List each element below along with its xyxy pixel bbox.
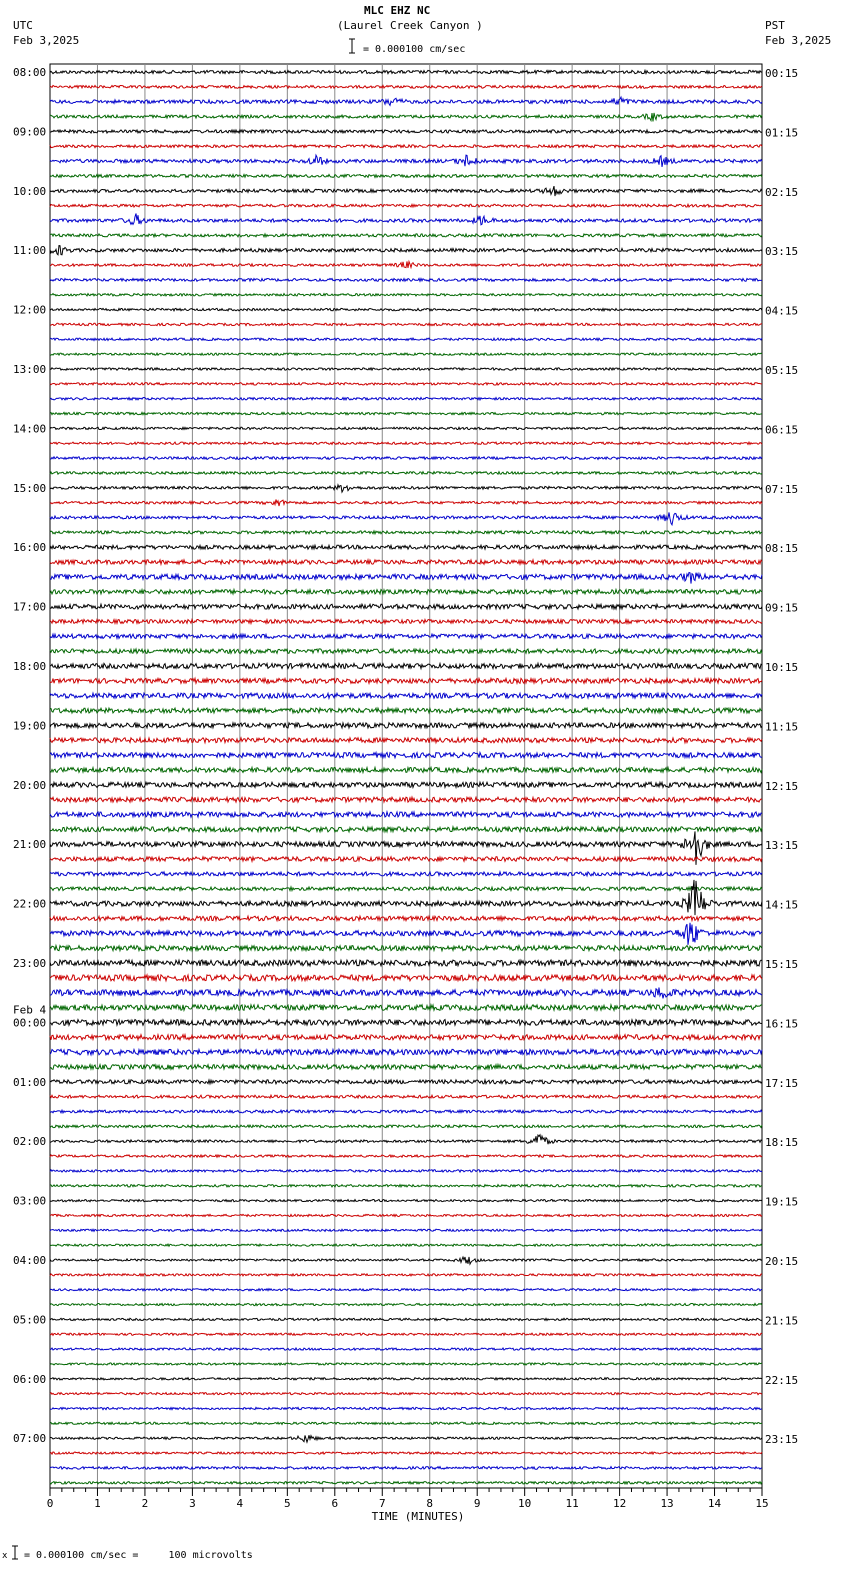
trace-line <box>50 857 762 862</box>
trace-line <box>50 308 762 310</box>
trace-line <box>50 1005 762 1011</box>
x-tick-label: 1 <box>94 1497 101 1510</box>
trace-line <box>50 1407 762 1409</box>
utc-hour-label: 18:00 <box>13 660 47 673</box>
utc-hour-label: 11:00 <box>13 244 47 258</box>
x-tick-label: 6 <box>331 1497 339 1510</box>
trace-line <box>50 1435 762 1442</box>
trace-line <box>50 1333 762 1335</box>
x-tick-label: 3 <box>189 1497 196 1510</box>
trace-line <box>50 383 762 385</box>
trace-line <box>50 214 762 225</box>
utc-hour-label: 00:00 <box>13 1016 47 1030</box>
trace-line <box>50 398 762 400</box>
x-tick-label: 0 <box>46 1497 54 1510</box>
trace-line <box>50 1095 762 1098</box>
pst-hour-label: 12:15 <box>765 779 799 793</box>
utc-hour-label: 04:00 <box>13 1254 47 1267</box>
trace-line <box>50 1274 762 1276</box>
trace-line <box>50 1125 762 1128</box>
trace-line <box>50 872 762 876</box>
trace-line <box>50 1452 762 1454</box>
utc-hour-label: 05:00 <box>13 1313 47 1327</box>
utc-hour-label: 08:00 <box>13 66 47 79</box>
trace-line <box>50 338 762 340</box>
trace-line <box>50 1393 762 1395</box>
x-tick-label: 2 <box>141 1497 149 1510</box>
trace-line <box>50 294 762 296</box>
pst-hour-label: 22:15 <box>765 1373 799 1387</box>
pst-hour-label: 11:15 <box>765 720 799 734</box>
pst-hour-label: 20:15 <box>765 1255 799 1268</box>
x-tick-label: 5 <box>284 1497 291 1510</box>
trace-line <box>50 590 762 595</box>
trace-line <box>50 738 762 743</box>
trace-line <box>50 620 762 624</box>
trace-line <box>50 708 762 713</box>
trace-line <box>50 1257 762 1264</box>
trace-line <box>50 353 762 355</box>
utc-hour-label: 15:00 <box>13 481 47 495</box>
trace-line <box>50 204 762 207</box>
utc-hour-label: 07:00 <box>13 1432 47 1446</box>
trace-line <box>50 1318 762 1320</box>
trace-line <box>50 1482 762 1484</box>
trace-line <box>50 1020 762 1026</box>
trace-line <box>50 573 762 584</box>
utc-hour-label: 20:00 <box>13 778 47 792</box>
utc-hour-label: 23:00 <box>13 957 47 970</box>
trace-line <box>50 663 762 668</box>
utc-hour-label: 06:00 <box>13 1372 47 1386</box>
x-tick-label: 15 <box>755 1497 769 1510</box>
trace-line <box>50 649 762 654</box>
trace-line <box>50 988 762 999</box>
x-tick-label: 8 <box>426 1497 434 1510</box>
scale-label: = 0.000100 cm/sec <box>363 44 466 55</box>
utc-hour-label: 22:00 <box>13 897 47 911</box>
trace-line <box>50 604 762 609</box>
x-tick-label: 10 <box>518 1497 532 1510</box>
trace-line <box>50 472 762 475</box>
utc-hour-label: 14:00 <box>13 422 47 436</box>
right-date: Feb 3,2025 <box>765 34 832 47</box>
pst-hour-label: 01:15 <box>765 126 799 140</box>
x-tick-label: 4 <box>236 1497 244 1510</box>
trace-line <box>50 531 762 534</box>
trace-line <box>50 887 762 891</box>
trace-line <box>50 1304 762 1306</box>
trace-line <box>50 827 762 832</box>
trace-line <box>50 923 762 945</box>
pst-hour-label: 05:15 <box>765 364 799 377</box>
utc-hour-label: 01:00 <box>13 1075 47 1089</box>
trace-line <box>50 130 762 133</box>
trace-line <box>50 960 762 966</box>
pst-hour-label: 23:15 <box>765 1433 799 1447</box>
trace-line <box>50 946 762 951</box>
trace-line <box>50 1422 762 1424</box>
right-timezone: PST <box>765 19 785 32</box>
trace-line <box>50 560 762 564</box>
trace-line <box>50 768 762 773</box>
pst-hour-label: 14:15 <box>765 898 799 912</box>
pst-hour-label: 16:15 <box>765 1017 799 1031</box>
trace-line <box>50 782 762 787</box>
trace-line <box>50 1049 762 1055</box>
pst-hour-label: 07:15 <box>765 482 799 496</box>
trace-line <box>50 155 762 167</box>
trace-line <box>50 880 762 915</box>
trace-line <box>50 1289 762 1291</box>
x-tick-label: 14 <box>707 1497 722 1510</box>
trace-line <box>50 97 762 105</box>
trace-line <box>50 512 762 524</box>
footer-marker: x <box>2 1551 8 1561</box>
pst-hour-label: 21:15 <box>765 1314 799 1328</box>
trace-line <box>50 186 762 196</box>
trace-line <box>50 1110 762 1113</box>
utc-hour-label: 21:00 <box>13 838 47 852</box>
footer-scale-note: = 0.000100 cm/sec = 100 microvolts <box>24 1550 253 1561</box>
trace-line <box>50 1170 762 1172</box>
trace-line <box>50 1467 762 1470</box>
trace-line <box>50 412 762 414</box>
trace-line <box>50 634 762 638</box>
trace-line <box>50 1065 762 1070</box>
trace-line <box>50 1080 762 1084</box>
utc-hour-label: 12:00 <box>13 303 47 317</box>
trace-line <box>50 279 762 282</box>
trace-line <box>50 368 762 370</box>
trace-line <box>50 246 762 255</box>
utc-hour-label: 09:00 <box>13 125 47 139</box>
trace-line <box>50 1378 762 1380</box>
trace-line <box>50 678 762 683</box>
trace-line <box>50 753 762 758</box>
trace-line <box>50 175 762 178</box>
x-tick-label: 7 <box>378 1497 386 1510</box>
trace-line <box>50 442 762 444</box>
pst-hour-label: 10:15 <box>765 661 799 674</box>
trace-line <box>50 70 762 73</box>
trace-line <box>50 693 762 698</box>
trace-line <box>50 234 762 237</box>
trace-line <box>50 261 762 268</box>
trace-line <box>50 86 762 89</box>
x-tick-label: 13 <box>660 1497 674 1510</box>
trace-line <box>50 500 762 507</box>
trace-line <box>50 1363 762 1365</box>
pst-hour-label: 09:15 <box>765 601 799 615</box>
trace-line <box>50 1155 762 1157</box>
pst-hour-label: 06:15 <box>765 423 799 437</box>
trace-line <box>50 1185 762 1187</box>
trace-line <box>50 1200 762 1202</box>
left-timezone: UTC <box>13 19 33 32</box>
trace-line <box>50 485 762 492</box>
trace-line <box>50 545 762 549</box>
x-axis-title: TIME (MINUTES) <box>371 1510 465 1523</box>
x-tick-label: 12 <box>612 1497 627 1510</box>
trace-line <box>50 427 762 429</box>
trace-line <box>50 916 762 921</box>
pst-hour-label: 02:15 <box>765 185 799 199</box>
trace-line <box>50 113 762 122</box>
utc-hour-label: 17:00 <box>13 600 47 614</box>
utc-hour-label: 10:00 <box>13 184 47 198</box>
pst-hour-label: 18:15 <box>765 1136 799 1150</box>
pst-hour-label: 03:15 <box>765 245 799 259</box>
trace-line <box>50 1035 762 1040</box>
trace-line <box>50 812 762 817</box>
trace-line <box>50 797 762 802</box>
utc-hour-label: 19:00 <box>13 719 47 733</box>
pst-hour-label: 13:15 <box>765 839 799 853</box>
pst-hour-label: 00:15 <box>765 67 799 80</box>
trace-line <box>50 1244 762 1246</box>
trace-line <box>50 975 762 981</box>
pst-hour-label: 15:15 <box>765 958 799 971</box>
pst-hour-label: 04:15 <box>765 304 799 318</box>
utc-hour-label: 02:00 <box>13 1135 47 1149</box>
pst-hour-label: 08:15 <box>765 542 799 556</box>
utc-hour-label: 16:00 <box>13 541 47 555</box>
trace-line <box>50 1214 762 1216</box>
left-date: Feb 3,2025 <box>13 34 80 47</box>
station-title: MLC EHZ NC <box>364 4 431 17</box>
date-change-label: Feb 4 <box>13 1003 47 1017</box>
location-label: (Laurel Creek Canyon ) <box>337 19 483 32</box>
x-tick-label: 9 <box>473 1497 481 1510</box>
trace-line <box>50 457 762 460</box>
trace-line <box>50 1348 762 1350</box>
trace-line <box>50 1229 762 1231</box>
pst-hour-label: 17:15 <box>765 1076 799 1090</box>
utc-hour-label: 03:00 <box>13 1194 47 1208</box>
trace-line <box>50 723 762 728</box>
trace-line <box>50 323 762 325</box>
trace-line <box>50 145 762 148</box>
x-tick-label: 11 <box>565 1497 579 1510</box>
pst-hour-label: 19:15 <box>765 1195 799 1209</box>
trace-line <box>50 1135 762 1144</box>
utc-hour-label: 13:00 <box>13 363 47 376</box>
